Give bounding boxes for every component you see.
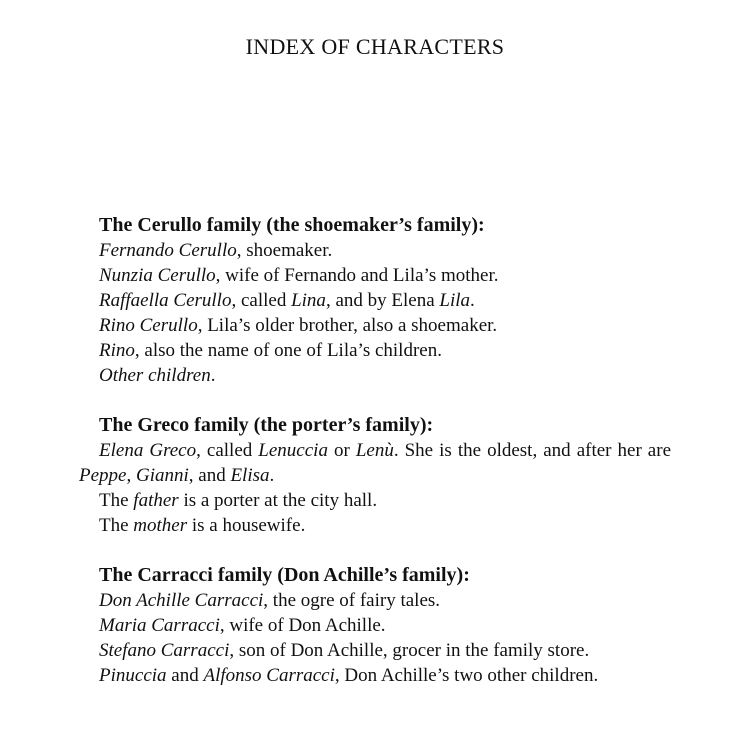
section-heading: The Carracci family (Don Achille’s family): bbox=[99, 564, 470, 586]
description-text: The bbox=[99, 515, 134, 536]
character-name: Raffaella Cerullo bbox=[99, 290, 232, 311]
character-entry bbox=[79, 288, 671, 313]
character-entry bbox=[79, 588, 671, 613]
description-text: is a porter at the city hall. bbox=[178, 490, 378, 511]
character-name: Pinuccia bbox=[99, 665, 167, 686]
character-name: Other children bbox=[99, 365, 211, 386]
character-name: Alfonso Carracci bbox=[203, 665, 335, 686]
description-text: . bbox=[269, 465, 275, 486]
description-text: , shoemaker. bbox=[236, 240, 333, 261]
character-name: Peppe bbox=[79, 465, 127, 486]
description-text: . bbox=[210, 365, 216, 386]
description-text: , Don Achille’s two other children. bbox=[334, 665, 599, 686]
section-cerullo-family bbox=[79, 213, 671, 388]
character-name: Gianni bbox=[135, 465, 189, 486]
description-text: . bbox=[470, 290, 475, 311]
description-text: The bbox=[99, 490, 134, 511]
description-text: , wife of Don Achille. bbox=[219, 615, 386, 636]
description-text: , and by Elena bbox=[325, 290, 440, 311]
character-entry bbox=[79, 488, 671, 513]
description-text: and bbox=[166, 665, 204, 686]
character-entry bbox=[79, 438, 671, 488]
character-name: Rino bbox=[99, 340, 135, 361]
description-text: , called bbox=[231, 290, 292, 311]
description-text: , the ogre of fairy tales. bbox=[263, 590, 441, 611]
description-text: , wife of Fernando and Lila’s mother. bbox=[215, 265, 499, 286]
character-name: mother bbox=[133, 515, 188, 536]
character-name: Fernando Cerullo bbox=[99, 240, 237, 261]
section-heading: The Cerullo family (the shoemaker’s family): bbox=[99, 214, 485, 236]
character-entry bbox=[79, 313, 671, 338]
description-text: . She is the oldest, and after her are bbox=[393, 440, 672, 461]
character-name: Lina bbox=[291, 290, 326, 311]
character-name: Lila bbox=[439, 290, 470, 311]
character-name: Elena Greco bbox=[99, 440, 197, 461]
section-heading: The Greco family (the porter’s family): bbox=[99, 414, 434, 436]
character-name: Lenuccia bbox=[258, 440, 328, 461]
description-text: or bbox=[327, 440, 356, 461]
character-entry bbox=[79, 613, 671, 638]
character-name: Maria Carracci bbox=[99, 615, 220, 636]
character-entry bbox=[79, 638, 671, 663]
character-index bbox=[79, 213, 671, 713]
character-name: Lenù bbox=[355, 440, 394, 461]
character-name: Nunzia Cerullo bbox=[99, 265, 216, 286]
character-entry bbox=[79, 363, 671, 388]
description-text: , Lila’s older brother, also a shoemaker. bbox=[197, 315, 498, 336]
character-entry bbox=[79, 238, 671, 263]
description-text: , and bbox=[188, 465, 231, 486]
description-text: , called bbox=[196, 440, 259, 461]
character-entry bbox=[79, 263, 671, 288]
character-entry bbox=[79, 338, 671, 363]
description-text: is a housewife. bbox=[187, 515, 306, 536]
character-name: Rino Cerullo bbox=[99, 315, 198, 336]
page-title: INDEX OF CHARACTERS bbox=[245, 34, 505, 59]
character-entry bbox=[79, 513, 671, 538]
description-text: , son of Don Achille, grocer in the family store. bbox=[229, 640, 590, 661]
character-name: father bbox=[133, 490, 179, 511]
character-name: Stefano Carracci bbox=[99, 640, 230, 661]
section-carracci-family bbox=[79, 563, 671, 688]
section-greco-family bbox=[79, 413, 671, 538]
description-text: , also the name of one of Lila’s children. bbox=[134, 340, 442, 361]
character-name: Don Achille Carracci bbox=[99, 590, 264, 611]
description-text: , bbox=[126, 465, 136, 486]
character-name: Elisa bbox=[230, 465, 270, 486]
character-entry bbox=[79, 663, 671, 688]
